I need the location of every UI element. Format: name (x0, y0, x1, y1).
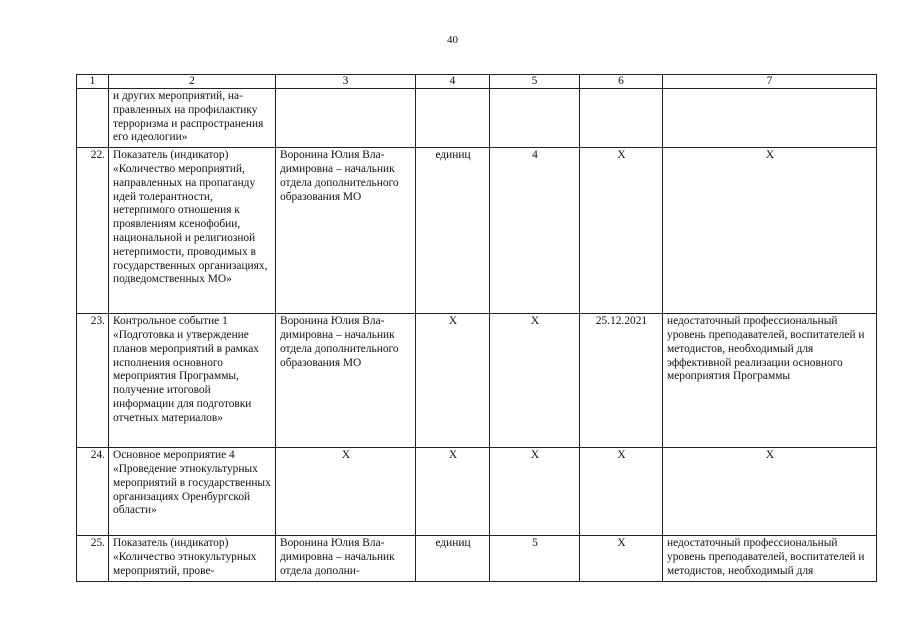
header-cell: 2 (109, 75, 276, 89)
row-date: Х (580, 448, 663, 536)
header-cell: 1 (77, 75, 109, 89)
header-cell: 7 (663, 75, 877, 89)
header-cell: 5 (490, 75, 580, 89)
row-name: Основное мероприятие 4 «Проведение этнокультурных мероприятий в государственных организациях Оренбургской области» (109, 448, 276, 536)
row-name: и других мероприятий, направленных на профилактику терроризма и распространения его идеологии» (109, 89, 276, 148)
row-value: Х (490, 314, 580, 448)
row-name: Показатель (индикатор) «Количество этнокультурных мероприятий, прове- (109, 536, 276, 581)
row-unit (416, 89, 490, 148)
row-responsible: Воронина Юлия Владимировна – начальник отдела дополнительного образования МО (276, 314, 416, 448)
header-cell: 6 (580, 75, 663, 89)
row-name: Показатель (индикатор) «Количество мероприятий, направленных на пропаганду идей толерантности, нетерпимого отношения к проявлениям ксенофобии, национальной и религиозной нетерпимости, проводимых в государственных организациях, подведомственных МО» (109, 148, 276, 314)
table-row (77, 89, 877, 148)
row-date: Х (580, 148, 663, 314)
row-unit: единиц (416, 148, 490, 314)
row-number: 23. (77, 314, 109, 448)
table-row (77, 536, 877, 581)
row-number: 22. (77, 148, 109, 314)
row-unit: Х (416, 448, 490, 536)
row-unit: единиц (416, 536, 490, 581)
table-row (77, 448, 877, 536)
row-value (490, 89, 580, 148)
row-risk: Х (663, 448, 877, 536)
row-date (580, 89, 663, 148)
header-cell: 3 (276, 75, 416, 89)
row-unit: Х (416, 314, 490, 448)
row-risk: Х (663, 148, 877, 314)
page-number: 40 (447, 34, 458, 46)
row-responsible: Воронина Юлия Владимировна – начальник отдела дополни- (276, 536, 416, 581)
row-value: Х (490, 448, 580, 536)
row-number: 24. (77, 448, 109, 536)
row-number: 25. (77, 536, 109, 581)
row-risk: недостаточный профессиональный уровень преподавателей, воспитателей и методистов, необходимый для (663, 536, 877, 581)
row-date: Х (580, 536, 663, 581)
table-row (77, 314, 877, 448)
row-value: 4 (490, 148, 580, 314)
table-header-row (77, 75, 877, 89)
row-risk: недостаточный профессиональный уровень преподавателей, воспитателей и методистов, необходимый для эффективной реализации основного мероприятия Программы (663, 314, 877, 448)
row-responsible: Воронина Юлия Владимировна – начальник отдела дополнительного образования МО (276, 148, 416, 314)
row-date: 25.12.2021 (580, 314, 663, 448)
row-responsible (276, 89, 416, 148)
row-responsible: Х (276, 448, 416, 536)
row-risk (663, 89, 877, 148)
row-number (77, 89, 109, 148)
row-name: Контрольное событие 1 «Подготовка и утверждение планов мероприятий в рамках исполнения основного мероприятия Программы, получение итоговой информации для подготовки отчетных материалов» (109, 314, 276, 448)
row-value: 5 (490, 536, 580, 581)
header-cell: 4 (416, 75, 490, 89)
table-row (77, 148, 877, 314)
document-table (76, 74, 877, 582)
